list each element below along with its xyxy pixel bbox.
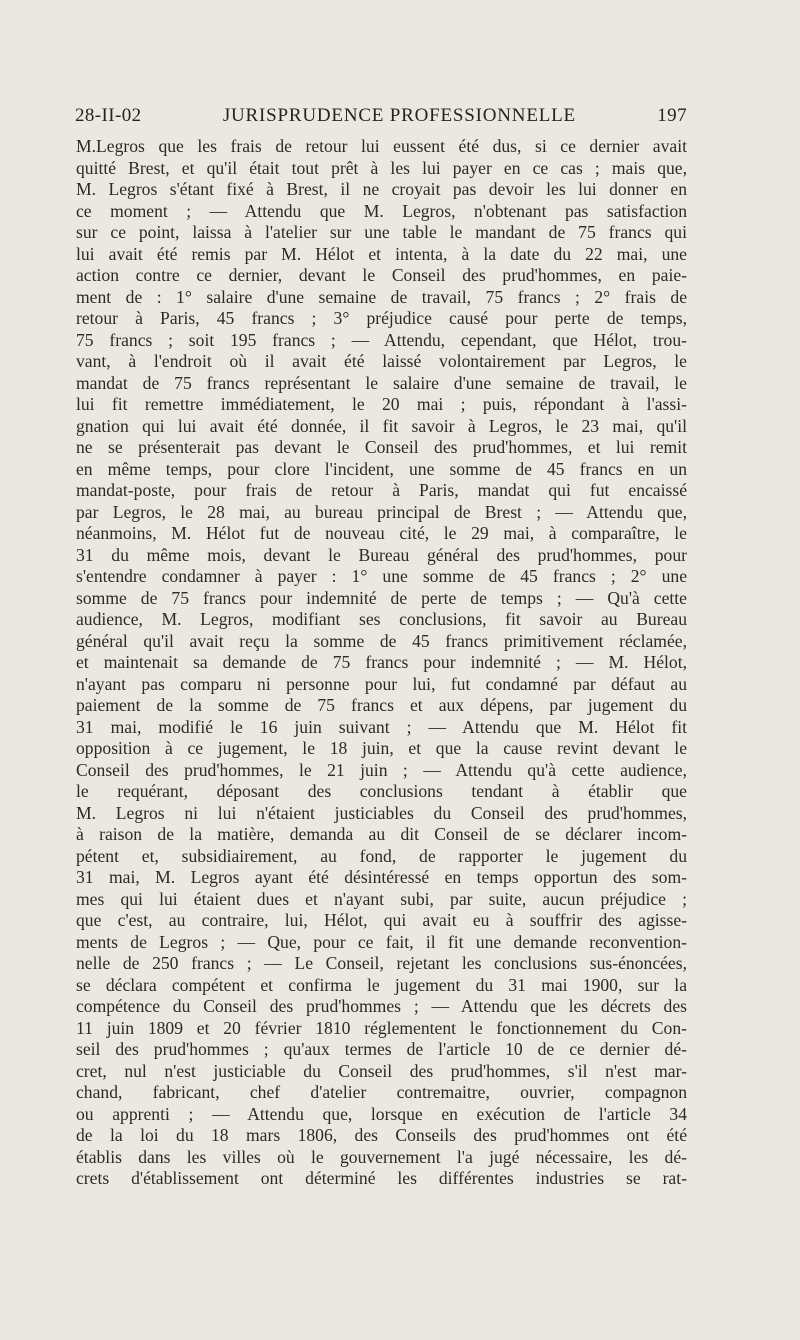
running-head <box>75 105 687 127</box>
text-line: action contre ce dernier, devant le Conseil des prud'hommes, en paie- <box>76 265 687 285</box>
text-line: Conseil des prud'hommes, le 21 juin ; — Attendu qu'à cette audience, <box>76 759 687 780</box>
text-line: ne se présenterait pas devant le Conseil des prud'hommes, et lui remit <box>76 437 687 457</box>
text-line: général qu'il avait reçu la somme de 45 francs primitivement réclamée, <box>76 630 687 651</box>
text-line: 31 mai, M. Legros ayant été désintéressé en temps opportun des som- <box>76 867 687 887</box>
text-line: sur ce point, laissa à l'atelier sur une table le mandant de 75 francs qui <box>76 222 687 242</box>
page-number: 197 <box>657 105 687 126</box>
text-line: 31 du même mois, devant le Bureau général des prud'hommes, pour <box>76 544 687 565</box>
body-text <box>76 136 687 1190</box>
text-line: M.Legros que les frais de retour lui eussent été dus, si ce dernier avait <box>76 136 687 156</box>
text-line: le requérant, déposant des conclusions tendant à établir que <box>76 781 687 801</box>
text-line: M. Legros s'étant fixé à Brest, il ne croyait pas devoir les lui donner en <box>76 179 687 199</box>
text-line: mes qui lui étaient dues et n'ayant subi, par suite, aucun préjudice ; <box>76 888 687 909</box>
text-line: pétent et, subsidiairement, au fond, de rapporter le jugement du <box>76 845 687 866</box>
text-line: opposition à ce jugement, le 18 juin, et que la cause revint devant le <box>76 738 687 758</box>
text-line: ce moment ; — Attendu que M. Legros, n'obtenant pas satisfaction <box>76 200 687 221</box>
text-line: lui avait été remis par M. Hélot et intenta, à la date du 22 mai, une <box>76 243 687 264</box>
text-line: seil des prud'hommes ; qu'aux termes de l'article 10 de ce dernier dé- <box>76 1039 687 1059</box>
text-line: ment de : 1° salaire d'une semaine de travail, 75 francs ; 2° frais de <box>76 286 687 307</box>
text-line: n'ayant pas comparu ni personne pour lui, fut condamné par défaut au <box>76 673 687 694</box>
text-line: compétence du Conseil des prud'hommes ; — Attendu que les décrets des <box>76 996 687 1016</box>
text-line: néanmoins, M. Hélot fut de nouveau cité, le 29 mai, à comparaître, le <box>76 523 687 543</box>
text-line: s'entendre condamner à payer : 1° une somme de 45 francs ; 2° une <box>76 566 687 586</box>
text-line: nelle de 250 francs ; — Le Conseil, rejetant les conclusions sus-énoncées, <box>76 953 687 973</box>
text-line: audience, M. Legros, modifiant ses conclusions, fit savoir au Bureau <box>76 609 687 629</box>
text-line: vant, à l'endroit où il avait été laissé volontairement par Legros, le <box>76 351 687 371</box>
text-line: crets d'établissement ont déterminé les différentes industries se rat- <box>76 1168 687 1188</box>
text-line: lui fit remettre immédiatement, le 20 mai ; puis, répondant à l'assi- <box>76 394 687 414</box>
text-line: 75 francs ; soit 195 francs ; — Attendu, cependant, que Hélot, trou- <box>76 329 687 350</box>
header-title: JURISPRUDENCE PROFESSIONNELLE <box>222 105 576 126</box>
header-date: 28-II-02 <box>75 105 142 126</box>
text-line: cret, nul n'est justiciable du Conseil des prud'hommes, s'il n'est mar- <box>76 1060 687 1081</box>
text-line: somme de 75 francs pour indemnité de perte de temps ; — Qu'à cette <box>76 587 687 608</box>
text-line: se déclara compétent et confirma le jugement du 31 mai 1900, sur la <box>76 974 687 995</box>
text-line: paiement de la somme de 75 francs et aux dépens, par jugement du <box>76 695 687 715</box>
text-line: à raison de la matière, demanda au dit Conseil de se déclarer incom- <box>76 824 687 844</box>
text-line: mandat de 75 francs représentant le salaire d'une semaine de travail, le <box>76 372 687 393</box>
text-line: de la loi du 18 mars 1806, des Conseils des prud'hommes ont été <box>76 1125 687 1145</box>
text-line: mandat-poste, pour frais de retour à Paris, mandat qui fut encaissé <box>76 480 687 500</box>
text-line: chand, fabricant, chef d'atelier contremaitre, ouvrier, compagnon <box>76 1082 687 1102</box>
text-line: quitté Brest, et qu'il était tout prêt à les lui payer en ce cas ; mais que, <box>76 157 687 178</box>
text-line: et maintenait sa demande de 75 francs pour indemnité ; — M. Hélot, <box>76 652 687 672</box>
text-line: gnation qui lui avait été donnée, il fit savoir à Legros, le 23 mai, qu'il <box>76 415 687 436</box>
text-line: par Legros, le 28 mai, au bureau principal de Brest ; — Attendu que, <box>76 501 687 522</box>
text-line: ou apprenti ; — Attendu que, lorsque en exécution de l'article 34 <box>76 1103 687 1124</box>
text-line: retour à Paris, 45 francs ; 3° préjudice causé pour perte de temps, <box>76 308 687 328</box>
text-line: en même temps, pour clore l'incident, une somme de 45 francs en un <box>76 458 687 479</box>
text-line: 31 mai, modifié le 16 juin suivant ; — Attendu que M. Hélot fit <box>76 716 687 737</box>
text-line: M. Legros ni lui n'étaient justiciables du Conseil des prud'hommes, <box>76 802 687 823</box>
text-line: ments de Legros ; — Que, pour ce fait, il fit une demande reconvention- <box>76 931 687 952</box>
text-line: 11 juin 1809 et 20 février 1810 réglementent le fonctionnement du Con- <box>76 1017 687 1038</box>
text-line: que c'est, au contraire, lui, Hélot, qui avait eu à souffrir des agisse- <box>76 910 687 930</box>
text-line: établis dans les villes où le gouvernement l'a jugé nécessaire, les dé- <box>76 1146 687 1167</box>
